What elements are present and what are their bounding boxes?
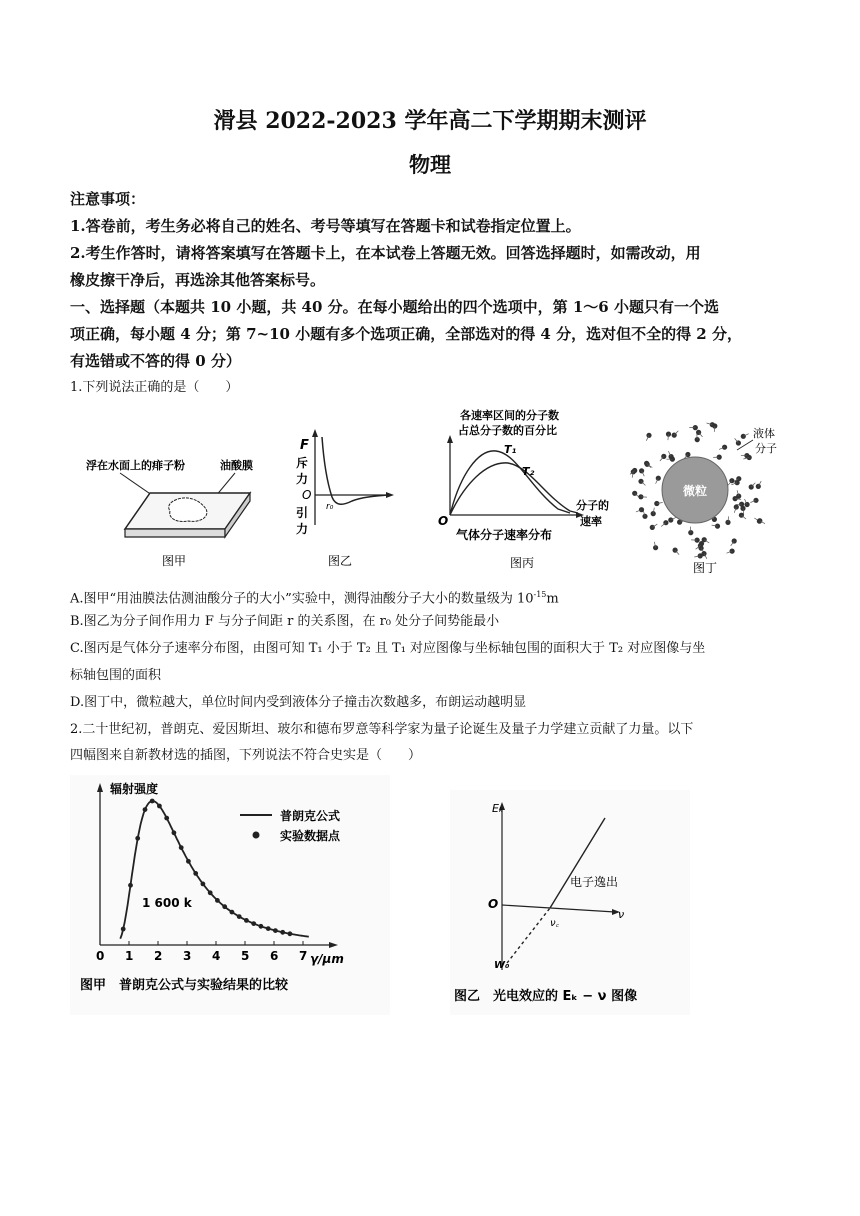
fig-bing-T1: T₁ bbox=[504, 443, 517, 456]
experiment-point bbox=[280, 930, 285, 935]
planck-temperature: 1 600 k bbox=[142, 896, 192, 910]
figure-planck-radiation bbox=[70, 775, 390, 1015]
legend-experiment: 实验数据点 bbox=[280, 829, 341, 843]
molecule-motion bbox=[714, 426, 715, 432]
fig-bing-xtitle: 气体分子速率分布 bbox=[456, 528, 553, 542]
experiment-point bbox=[259, 924, 264, 929]
fig-bing-xlabel-1: 分子的 bbox=[576, 499, 609, 512]
experiment-point bbox=[164, 816, 169, 821]
experiment-point bbox=[172, 830, 177, 835]
figure-oil-film bbox=[80, 425, 270, 575]
molecule bbox=[639, 468, 644, 473]
fig-yi-F-label: F bbox=[300, 438, 309, 453]
fig-jia-label-film: 油酸膜 bbox=[220, 459, 253, 472]
experiment-point bbox=[237, 914, 242, 919]
molecule bbox=[701, 551, 706, 556]
section-heading-2: 项正确，每小题 4 分；第 7~10 小题有多个选项正确，全部选对的得 4 分，选对但不全的得 2 分， bbox=[70, 325, 742, 343]
molecule bbox=[710, 422, 715, 427]
molecule bbox=[753, 498, 758, 503]
fig-bing-T2: T₂ bbox=[522, 465, 535, 478]
experiment-point bbox=[186, 859, 191, 864]
question-2-stem-2: 四幅图来自新教材选的插图，下列说法不符合史实是（ ） bbox=[70, 748, 422, 763]
experiment-point bbox=[201, 882, 206, 887]
section-heading-3: 有选错或不答的得 0 分） bbox=[70, 352, 241, 370]
fig2-jia-caption: 图甲 普朗克公式与实验结果的比较 bbox=[80, 978, 289, 993]
fig-bing-ylabel-2: 占总分子数的百分比 bbox=[458, 424, 557, 437]
experiment-point bbox=[121, 927, 126, 932]
experiment-point bbox=[266, 926, 271, 931]
experiment-point bbox=[150, 799, 155, 804]
experiment-point bbox=[193, 871, 198, 876]
fig-ding-caption: 图丁 bbox=[693, 561, 718, 575]
fig-yi-origin: O bbox=[302, 488, 312, 502]
molecule bbox=[646, 433, 651, 438]
page-title: 滑县 2022-2023 学年高二下学期期末测评 bbox=[213, 108, 647, 134]
figure-photoelectric bbox=[450, 790, 690, 1015]
experiment-point bbox=[157, 804, 162, 809]
photo-origin: O bbox=[488, 897, 499, 911]
fig-yi-attract-2: 力 bbox=[296, 522, 309, 536]
x-tick-label: 4 bbox=[212, 949, 221, 963]
fig-yi-repel-1: 斥 bbox=[296, 456, 309, 470]
experiment-point bbox=[128, 883, 133, 888]
fig-yi-repel-2: 力 bbox=[296, 472, 309, 486]
photo-line-label: 电子逸出 bbox=[570, 875, 619, 889]
figure-speed-distribution bbox=[430, 405, 620, 575]
section-heading-1: 一、选择题（本题共 10 小题，共 40 分。在每小题给出的四个选项中，第 1～6 小题只有一个选 bbox=[70, 298, 719, 316]
molecule bbox=[656, 476, 661, 481]
x-tick-label: 3 bbox=[183, 949, 192, 963]
fig-yi-attract-1: 引 bbox=[296, 506, 309, 520]
x-tick-label: 7 bbox=[299, 949, 308, 963]
curve-T2 bbox=[450, 463, 578, 515]
figure-brownian-particle bbox=[625, 420, 800, 580]
x-tick-label: 1 bbox=[125, 949, 134, 963]
fig-bing-xlabel-2: 速率 bbox=[580, 515, 602, 528]
figure-force-distance bbox=[290, 425, 400, 575]
note-item-1: 1.答卷前，考生务必将自己的姓名、考号等填写在答题卡和试卷指定位置上。 bbox=[70, 217, 581, 235]
fig-ding-liquid-2: 分子 bbox=[755, 442, 777, 455]
fig-jia-caption: 图甲 bbox=[162, 554, 187, 568]
fig-bing-ylabel-1: 各速率区间的分子数 bbox=[460, 409, 559, 422]
photo-w0: W₀ bbox=[494, 960, 510, 971]
experiment-point bbox=[208, 890, 213, 895]
fig-yi-caption: 图乙 bbox=[328, 554, 353, 568]
legend-dot-icon bbox=[253, 832, 260, 839]
experiment-point bbox=[251, 921, 256, 926]
experiment-point bbox=[143, 807, 148, 812]
x-tick-label: 2 bbox=[154, 949, 163, 963]
fig-ding-liquid-1: 液体 bbox=[753, 427, 775, 440]
molecule bbox=[702, 537, 707, 542]
experiment-point bbox=[288, 931, 293, 936]
planck-ylabel: 辐射强度 bbox=[110, 782, 159, 796]
fig-bing-origin: O bbox=[438, 514, 449, 528]
question-1-option-a: A.图甲“用油膜法估测油酸分子的大小”实验中，测得油酸分子大小的数量级为 $10^{-15}m$ bbox=[70, 590, 559, 607]
photo-ylabel: Eₖ bbox=[492, 802, 504, 815]
experiment-point bbox=[135, 836, 140, 841]
molecule bbox=[736, 476, 741, 481]
molecule bbox=[642, 514, 647, 519]
fig2-yi-caption: 图乙 光电效应的 Eₖ − ν 图像 bbox=[454, 989, 638, 1004]
question-1-option-b: B.图乙为分子间作用力 F 与分子间距 r 的关系图，在 r₀ 处分子间势能最小 bbox=[70, 614, 500, 629]
question-1-option-c-cont: 标轴包围的面积 bbox=[70, 668, 162, 683]
question-1-stem: 1.下列说法正确的是（ ） bbox=[70, 380, 239, 395]
notes-heading: 注意事项： bbox=[70, 190, 146, 208]
fig-yi-r0: r₀ bbox=[326, 502, 334, 512]
x-tick-label: 5 bbox=[241, 949, 250, 963]
photo-threshold: ν꜀ bbox=[550, 918, 560, 929]
legend-planck: 普朗克公式 bbox=[280, 809, 341, 823]
photo-xlabel: ν bbox=[618, 908, 625, 921]
experiment-point bbox=[222, 904, 227, 909]
experiment-point bbox=[244, 918, 249, 923]
question-2-stem-1: 2.二十世纪初，普朗克、爱因斯坦、玻尔和德布罗意等科学家为量子论诞生及量子力学建立贡献了力量。以下 bbox=[70, 722, 694, 737]
experiment-point bbox=[179, 845, 184, 850]
note-item-2: 2.考生作答时，请将答案填写在答题卡上，在本试卷上答题无效。回答选择题时，如需改动，用 bbox=[70, 244, 701, 262]
molecule bbox=[698, 543, 703, 548]
note-item-2-cont: 橡皮擦干净后，再选涂其他答案标号。 bbox=[70, 271, 326, 289]
force-curve bbox=[322, 437, 388, 504]
experiment-point bbox=[215, 898, 220, 903]
planck-x-unit: γ/μm bbox=[310, 952, 344, 966]
molecule bbox=[734, 504, 739, 509]
experiment-point bbox=[273, 928, 278, 933]
x-tick-label: 6 bbox=[270, 949, 279, 963]
fig-ding-particle-label: 微粒 bbox=[683, 484, 708, 498]
fig-jia-label-powder: 浮在水面上的痱子粉 bbox=[86, 459, 185, 472]
question-1-option-c: C.图丙是气体分子速率分布图，由图可知 T₁ 小于 T₂ 且 T₁ 对应图像与坐标轴包围的面积大于 T₂ 对应图像与坐 bbox=[70, 641, 706, 656]
experiment-point bbox=[230, 910, 235, 915]
fig-bing-caption: 图丙 bbox=[510, 556, 535, 570]
x-tick-label: 0 bbox=[96, 949, 105, 963]
subject-title: 物理 bbox=[409, 152, 451, 177]
curve-T1 bbox=[450, 451, 570, 515]
question-1-option-d: D.图丁中，微粒越大，单位时间内受到液体分子撞击次数越多，布朗运动越明显 bbox=[70, 695, 527, 710]
